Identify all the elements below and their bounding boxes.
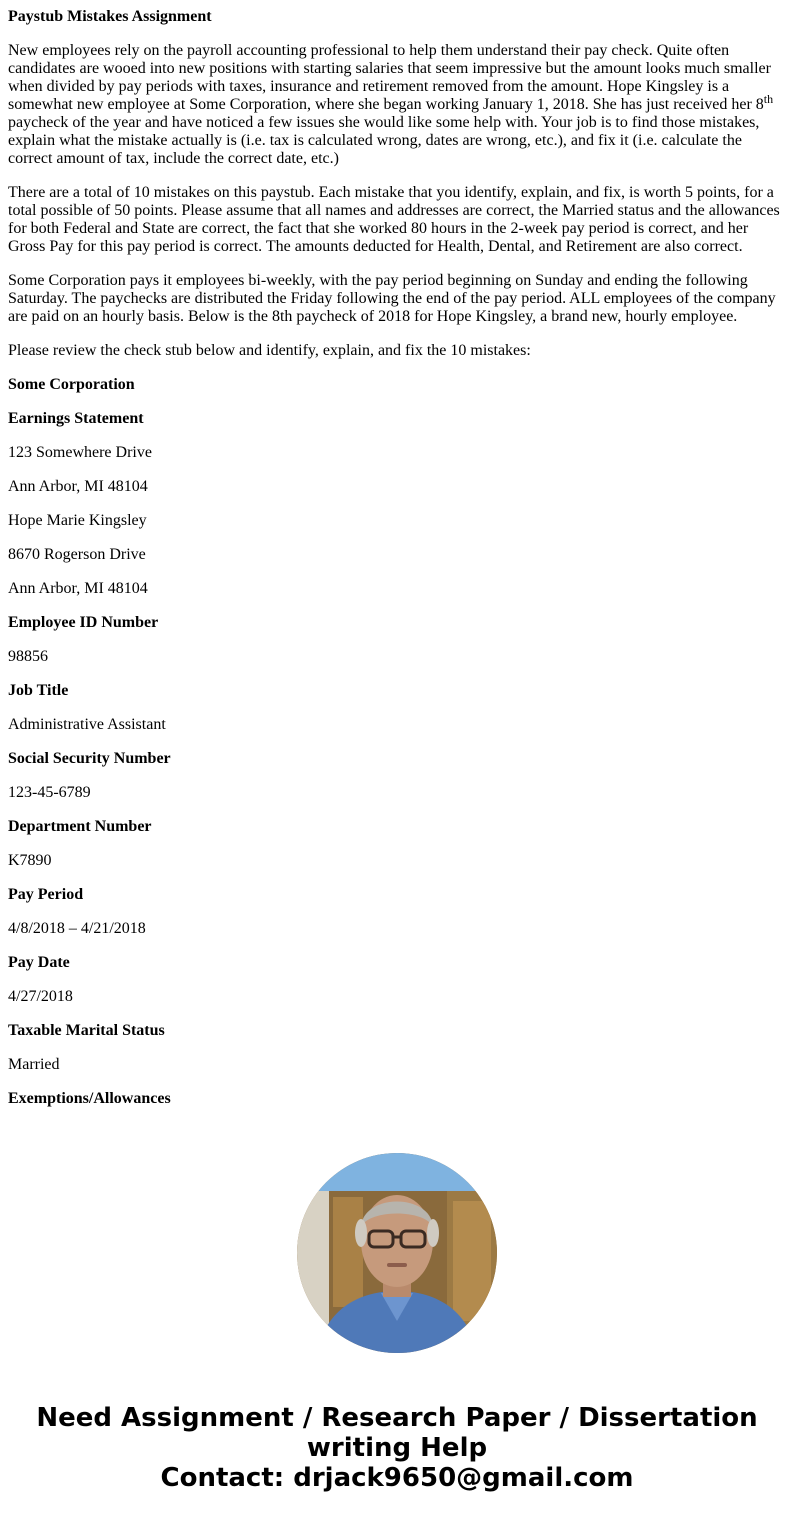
author-portrait: [297, 1153, 497, 1353]
job-title-value: Administrative Assistant: [8, 716, 166, 733]
pay-period-label: Pay Period: [8, 886, 84, 903]
intro-text: New employees rely on the payroll accounting professional to help them understand their pay check. Quite often candidates are wooed into new positions with starting salaries that seem impressive but the amount looks much smaller when divided by pay periods with taxes, insurance and retirement removed from the amount. Hope Kingsley is a somewhat new employee at Some Corporation, where she began working January 1, 2018. She has just received her 8: [8, 42, 771, 113]
job-title-label: Job Title: [8, 682, 69, 699]
ordinal-suffix: th: [763, 92, 774, 106]
author-avatar: [297, 1153, 497, 1353]
marital-status-label: Taxable Marital Status: [8, 1022, 165, 1039]
department-label: Department Number: [8, 818, 152, 835]
pay-date-label: Pay Date: [8, 954, 70, 971]
employee-id-label: Employee ID Number: [8, 614, 159, 631]
pay-date-value: 4/27/2018: [8, 988, 73, 1005]
marital-status-value: Married: [8, 1056, 60, 1073]
exemptions-label: Exemptions/Allowances: [8, 1090, 171, 1107]
company-city: Ann Arbor, MI 48104: [8, 478, 148, 495]
document-body: [8, 8, 782, 1124]
employee-city: Ann Arbor, MI 48104: [8, 580, 148, 597]
company-street: 123 Somewhere Drive: [8, 444, 152, 461]
banner-contact: Contact: drjack9650@gmail.com: [160, 1463, 634, 1493]
company-name: Some Corporation: [8, 376, 135, 393]
department-value: K7890: [8, 852, 52, 869]
pay-period-value: 4/8/2018 – 4/21/2018: [8, 920, 146, 937]
instructions-paragraph: Please review the check stub below and identify, explain, and fix the 10 mistakes:: [8, 342, 531, 359]
pay-schedule-paragraph: Some Corporation pays it employees bi-weekly, with the pay period beginning on Sunday and ending the following Saturday. The paychecks are distributed the Friday following the end of the pay period. ALL employees of the company are paid on an hourly basis. Below is the 8th paycheck of 2018 for Hope Kingsley, a brand new, hourly employee.: [8, 272, 776, 325]
employee-id-value: 98856: [8, 648, 48, 665]
intro-text-continued: paycheck of the year and have noticed a few issues she would like some help with. Your job is to find those mistakes, explain what the mistake actually is (i.e. tax is calculated wrong, dates are wrong, etc.), and fix it (i.e. calculate the correct amount of tax, include the correct date, etc.): [8, 114, 760, 167]
employee-street: 8670 Rogerson Drive: [8, 546, 146, 563]
mistakes-paragraph: There are a total of 10 mistakes on this paystub. Each mistake that you identify, explain, and fix, is worth 5 points, for a total possible of 50 points. Please assume that all names and addresses are correct, the Married status and the allowances for both Federal and State are correct, the fact that she worked 80 hours in the 2-week pay period is correct, and her Gross Pay for this pay period is correct. The amounts deducted for Health, Dental, and Retirement are also correct.: [8, 184, 780, 255]
ssn-label: Social Security Number: [8, 750, 171, 767]
contact-banner: [0, 1403, 794, 1493]
ssn-value: 123-45-6789: [8, 784, 91, 801]
banner-line-2: writing Help: [306, 1433, 488, 1463]
statement-title: Earnings Statement: [8, 410, 144, 427]
document-title: Paystub Mistakes Assignment: [8, 8, 212, 25]
banner-line-1: Need Assignment / Research Paper / Dissertation: [36, 1403, 758, 1433]
employee-name: Hope Marie Kingsley: [8, 512, 147, 529]
intro-paragraph: [8, 42, 782, 168]
